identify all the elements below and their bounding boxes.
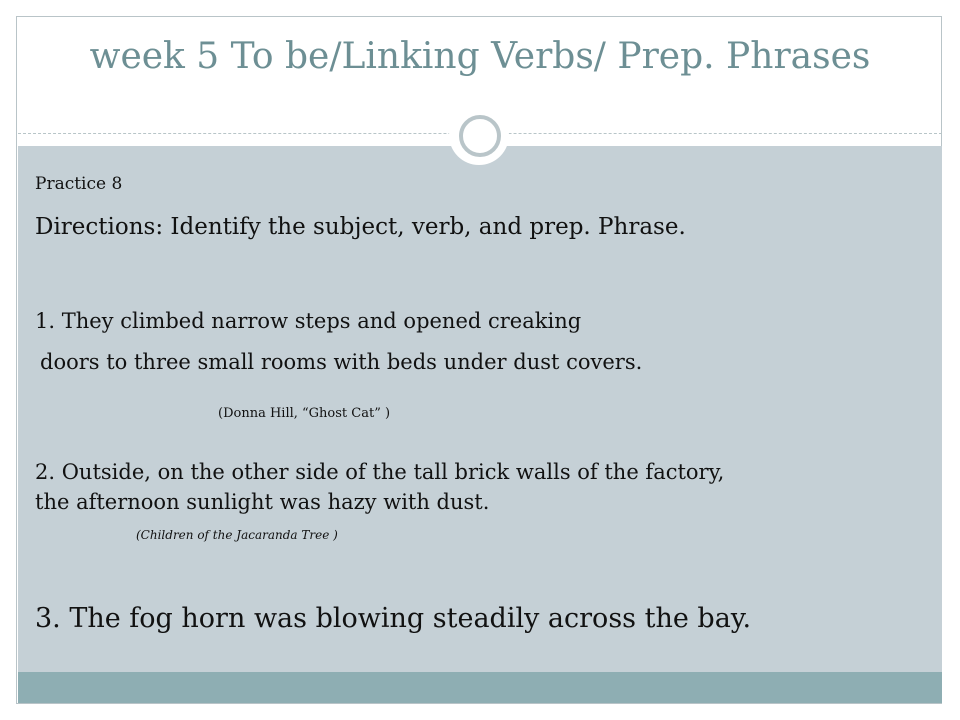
practice-label: Practice 8 — [35, 174, 123, 194]
footer-bar — [18, 672, 942, 703]
slide-title: week 5 To be/Linking Verbs/ Prep. Phrases — [89, 36, 871, 77]
sentence-3: 3. The fog horn was blowing steadily across the bay. — [35, 603, 752, 634]
sentence-1-line-1: 1. They climbed narrow steps and opened creaking — [35, 309, 582, 333]
sentence-2-line-2: the afternoon sunlight was hazy with dust. — [35, 490, 490, 514]
circle-ornament-icon — [459, 115, 501, 157]
citation-1: (Donna Hill, “Ghost Cat” ) — [218, 406, 391, 421]
sentence-2-line-1: 2. Outside, on the other side of the tall brick walls of the factory, — [35, 460, 725, 484]
citation-2: (Children of the Jacaranda Tree ) — [136, 528, 338, 542]
sentence-1-line-2: doors to three small rooms with beds under dust covers. — [40, 350, 643, 374]
directions-text: Directions: Identify the subject, verb, and prep. Phrase. — [35, 214, 686, 240]
